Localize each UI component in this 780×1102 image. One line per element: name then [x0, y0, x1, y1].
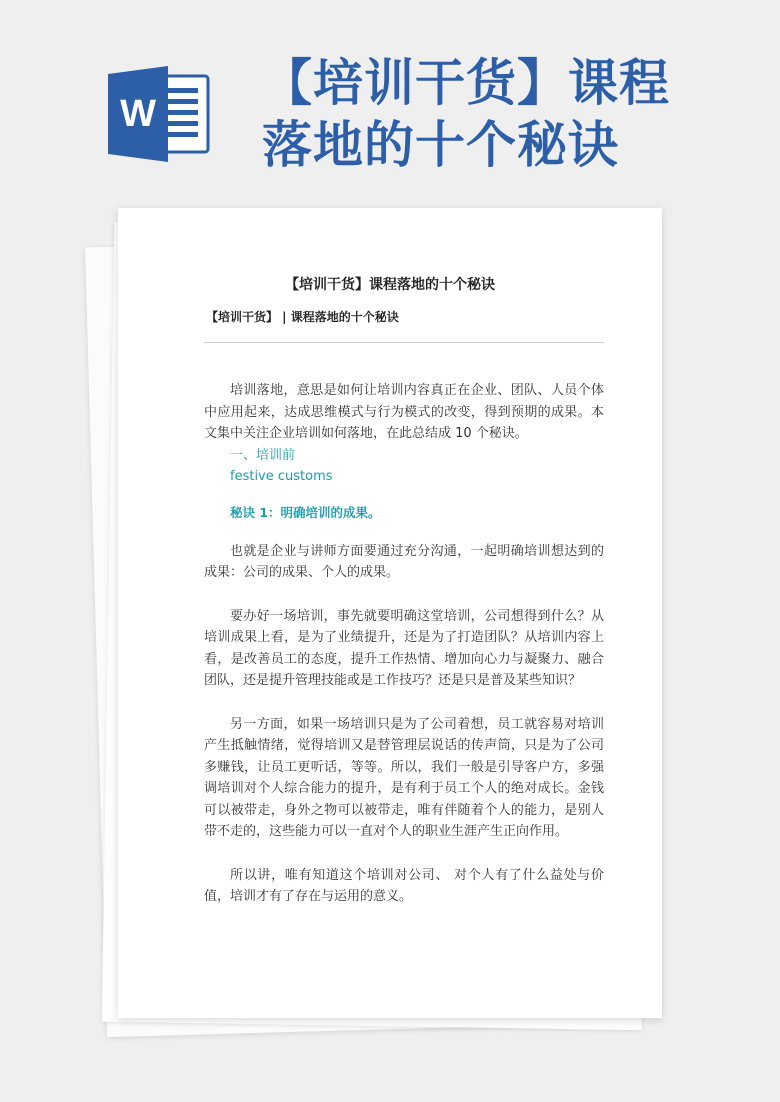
word-icon-letter: W — [120, 93, 156, 135]
section-heading-en: festive customs — [230, 468, 333, 484]
word-document-icon — [108, 66, 212, 162]
body-paragraph-3: 另一方面，如果一场培训只是为了公司着想，员工就容易对培训产生抵触情绪，觉得培训又是替管理层说话的传声筒，只是为了公司多赚钱，让员工更听话，等等。所以，我们一般是引导客户方，多强调培训对个人综合能力的提升，是有利于员工个人的绝对成长。金钱可以被带走，身外之物可以被带走，唯有伴随着个人的能力，是别人带不走的，这些能力可以一直对个人的职业生涯产生正向作用。 — [204, 716, 604, 839]
hero-title-line1: 【培训干货】课程 — [262, 53, 670, 112]
hero-title — [262, 52, 762, 176]
body-paragraph-2: 要办好一场培训，事先就要明确这堂培训，公司想得到什么？从培训成果上看，是为了业绩提升，还是为了打造团队？从培训内容上看，是改善员工的态度，提升工作热情、增加向心力与凝聚力、融合团队，还是提升管理技能或是工作技巧？还是只是普及某些知识？ — [204, 608, 604, 688]
hero-title-line2: 落地的十个秘诀 — [262, 115, 619, 174]
document-title: 【培训干货】课程落地的十个秘诀 — [285, 277, 495, 293]
header-divider — [204, 342, 604, 343]
document-subtitle: 【培训干货】 | 课程落地的十个秘诀 — [206, 310, 399, 324]
secret-heading: 秘诀 1：明确培训的成果。 — [230, 504, 381, 520]
document-body — [204, 380, 604, 908]
body-paragraph-1: 也就是企业与讲师方面要通过充分沟通，一起明确培训想达到的成果：公司的成果、个人的成果。 — [204, 543, 604, 580]
body-paragraph-4: 所以讲，唯有知道这个培训对公司、 对个人有了什么益处与价值，培训才有了存在与运用的意义。 — [204, 867, 604, 904]
hero-banner — [0, 0, 780, 200]
document-page — [118, 208, 662, 1018]
intro-paragraph: 培训落地，意思是如何让培训内容真正在企业、团队、人员个体中应用起来，达成思维模式与行为模式的改变，得到预期的成果。本文集中关注企业培训如何落地，在此总结成 10 个秘诀。 — [204, 383, 604, 441]
section-heading: 一、培训前 — [230, 447, 296, 463]
